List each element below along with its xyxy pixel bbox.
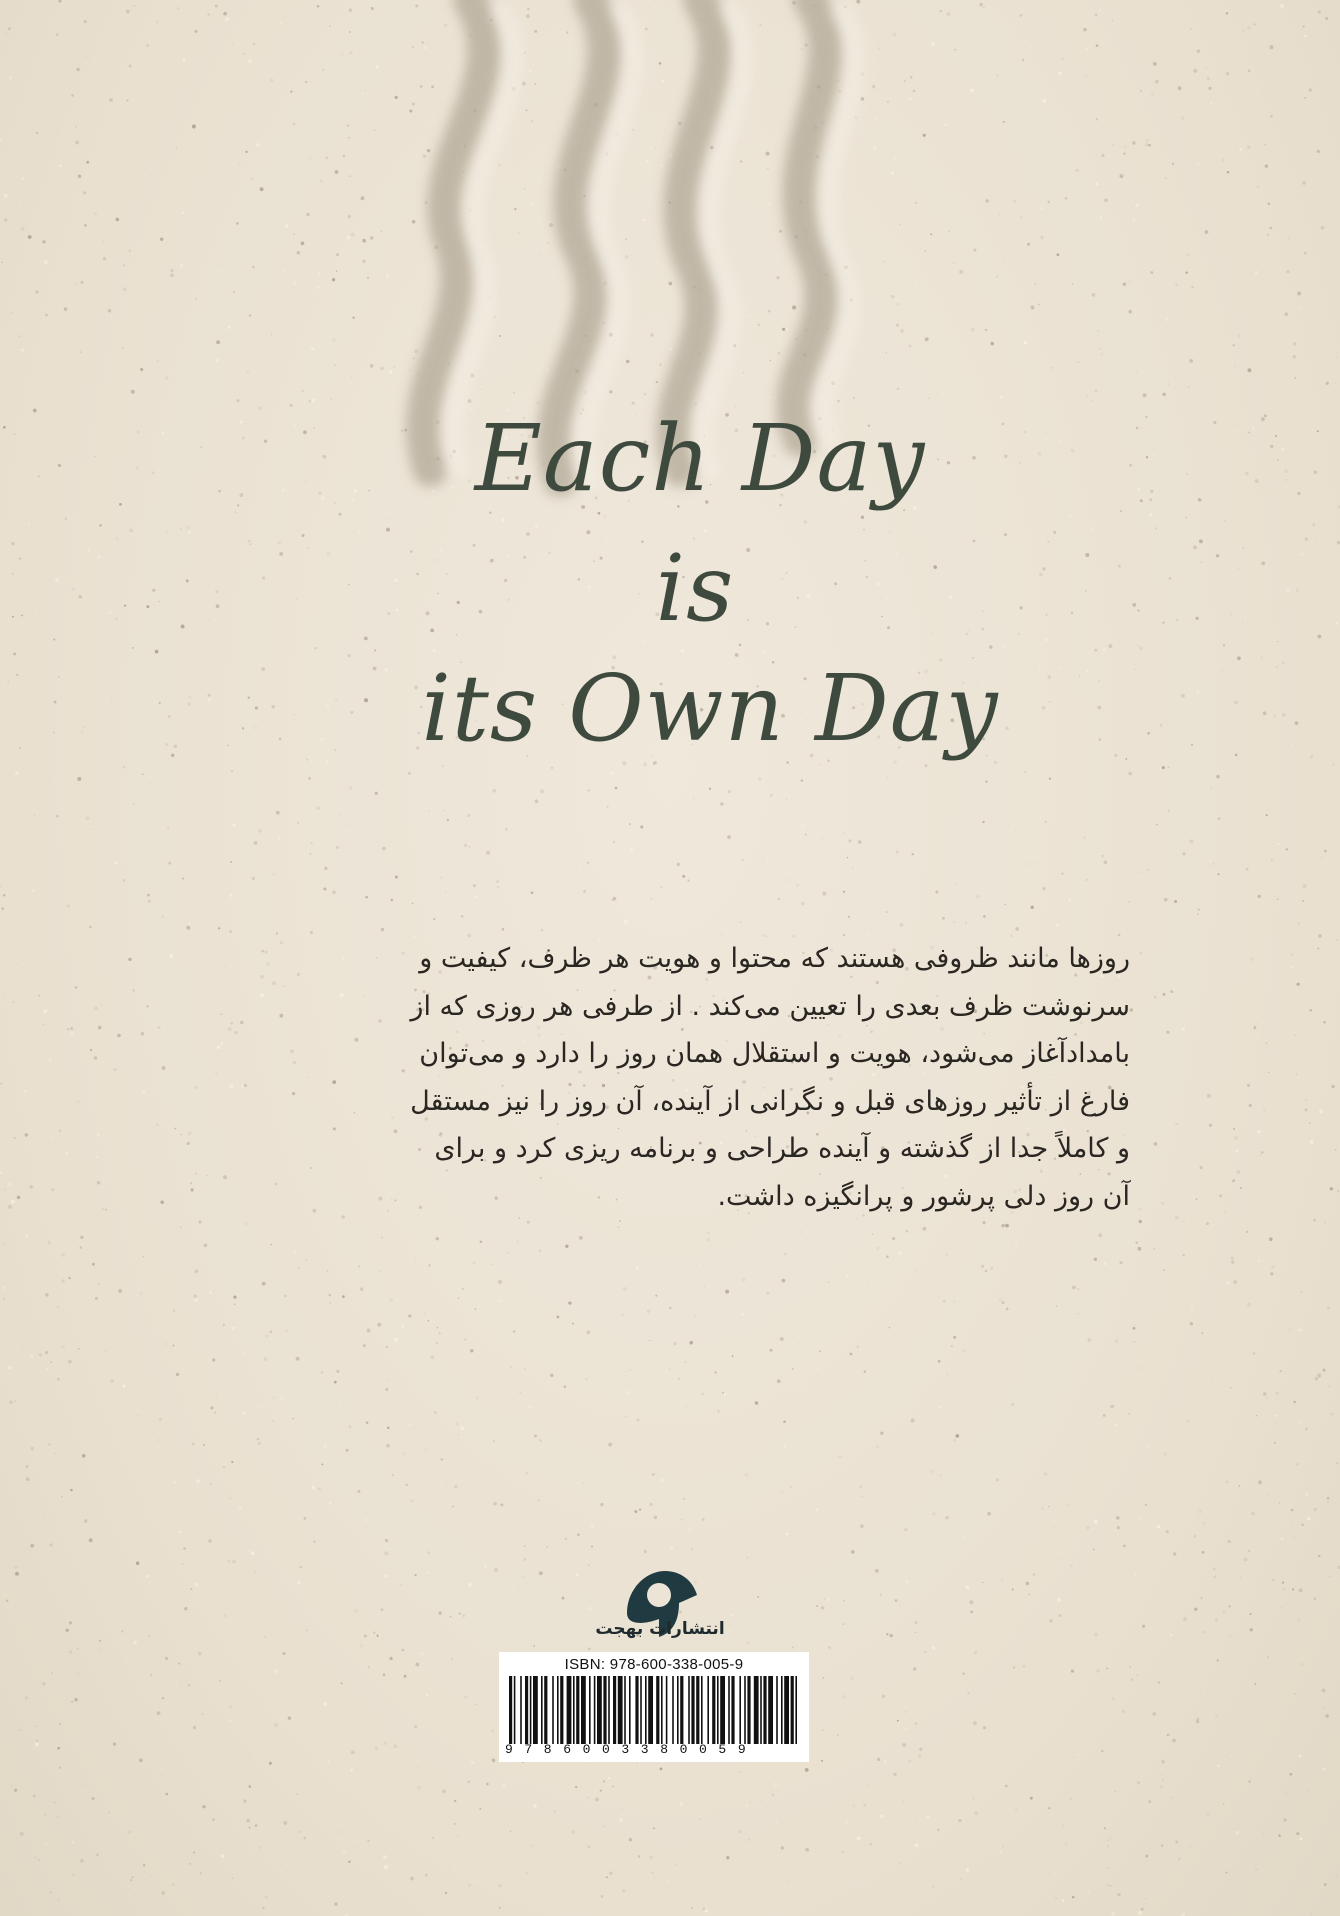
blurb-line: بامدادآغاز می‌شود، هویت و استقلال همان روز را دارد و می‌توان (419, 1038, 1130, 1069)
publisher-name: انتشارات بهجت (595, 1619, 725, 1639)
blurb-line: روزها مانند ظروفی هستند که محتوا و هویت هر ظرف، کیفیت و (419, 943, 1130, 974)
barcode-bars (507, 1676, 801, 1744)
bird-head-logo-icon (619, 1563, 699, 1653)
blurb-paragraph (250, 935, 1130, 1220)
title-line-3: its Own Day (421, 655, 999, 762)
isbn-text: ISBN: 978-600-338-005-9 (564, 1656, 744, 1673)
blurb-line: فارغ از تأثیر روزهای قبل و نگرانی از آینده، آن روز را نیز مستقل (410, 1085, 1130, 1117)
sand-wave-4 (793, 0, 825, 440)
isbn-barcode (499, 1652, 809, 1762)
title-line-2: is (655, 535, 735, 642)
barcode-digits: 9786003380059 (505, 1742, 758, 1757)
blurb-line: و کاملاً جدا از گذشته و آینده طراحی و برنامه ریزی کرد و برای (434, 1133, 1130, 1164)
blurb-line: سرنوشت ظرف بعدی را تعیین می‌کند . از طرفی هر روزی که از (410, 990, 1130, 1022)
title-line-1: Each Day (474, 405, 926, 512)
blurb-line: آن روز دلی پرشور و پرانگیزه داشت. (717, 1180, 1130, 1212)
